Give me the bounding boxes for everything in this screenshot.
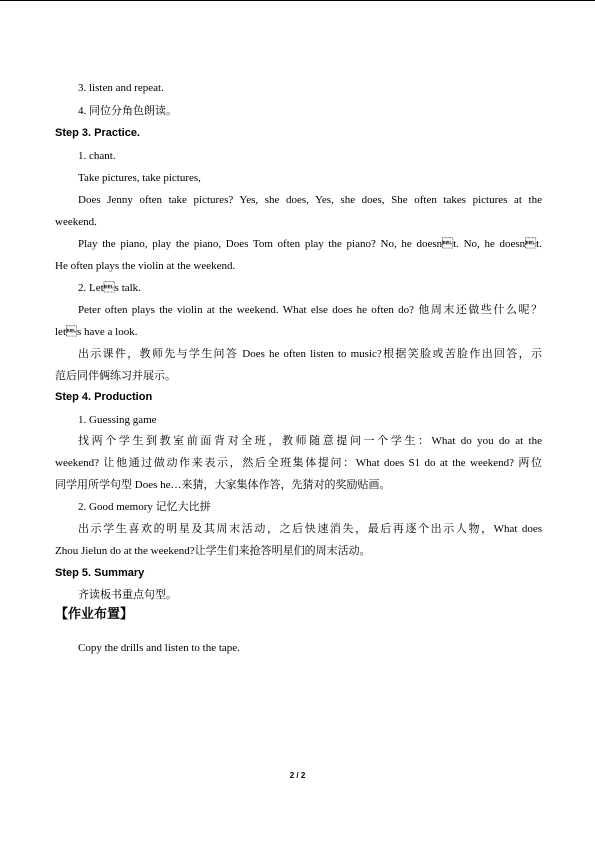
page-number: 2 / 2 <box>289 771 306 780</box>
text-line: lets have a look. <box>55 326 138 338</box>
text-line: weekend. <box>55 216 97 228</box>
text-line: weekend? 让他通过做动作来表示，然后全班集体提问：What does S1 do at the weekend? 两位 <box>55 457 542 469</box>
text-line: Peter often plays the violin at the weekend. What else does he often do? 他周末还做些什么呢？ <box>78 304 542 316</box>
top-rule <box>0 0 595 1</box>
text-line: Zhou Jielun do at the weekend?让学生们来抢答明星们的周末活动。 <box>55 545 371 557</box>
section-heading: Step 5. Summary <box>55 567 145 579</box>
text-line: 3. listen and repeat. <box>78 82 164 94</box>
text-line: 2. Lets talk. <box>78 282 141 294</box>
text-line: 出示课件，教师先与学生问答 Does he often listen to music?根据笑脸或苦脸作出回答，示 <box>78 348 542 360</box>
text-line: 2. Good memory 记忆大比拼 <box>78 501 211 513</box>
text-line: 范后同伴俩练习并展示。 <box>55 370 176 382</box>
text-line: 同学用所学句型 Does he…来猜，大家集体作答，先猜对的奖励贴画。 <box>55 479 391 491</box>
text-line: He often plays the violin at the weekend. <box>55 260 236 272</box>
section-heading: Step 3. Practice. <box>55 127 140 139</box>
section-heading: Step 4. Production <box>55 391 153 403</box>
text-line: Does Jenny often take pictures? Yes, she does, Yes, she does, She often takes pictures at the <box>78 194 542 206</box>
homework-heading: 【作业布置】 <box>55 607 134 622</box>
text-line: 1. Guessing game <box>78 414 157 426</box>
text-line: 出示学生喜欢的明星及其周末活动，之后快速消失，最后再逐个出示人物，What does <box>78 523 542 535</box>
text-line: Play the piano, play the piano, Does Tom often play the piano? No, he doesnt. No, he doesnt. <box>78 238 542 250</box>
text-line: 齐读板书重点句型。 <box>78 589 177 601</box>
text-line: 1. chant. <box>78 150 116 162</box>
text-line: Copy the drills and listen to the tape. <box>78 642 240 654</box>
text-line: 找两个学生到教室前面背对全班，教师随意提问一个学生：What do you do at the <box>78 435 542 447</box>
text-line: 4. 同位分角色朗读。 <box>78 105 177 117</box>
text-line: Take pictures, take pictures, <box>78 172 201 184</box>
